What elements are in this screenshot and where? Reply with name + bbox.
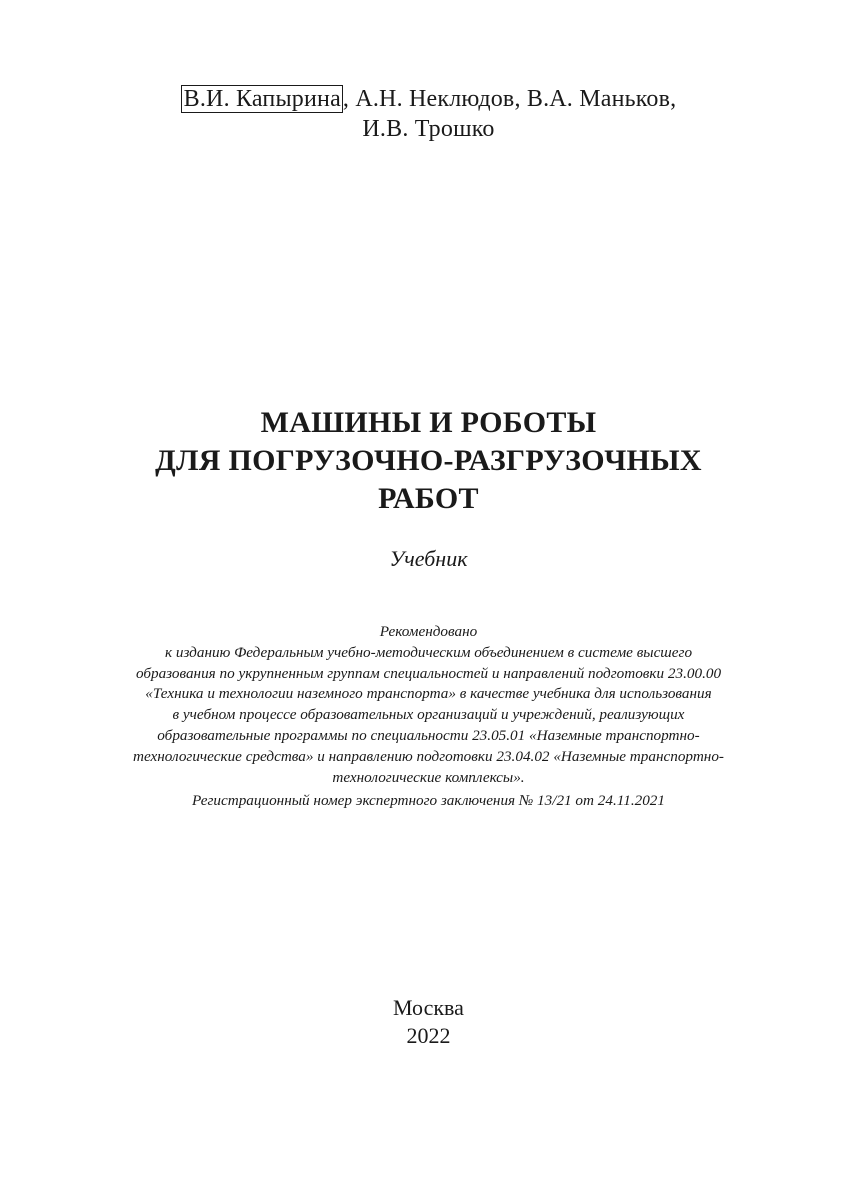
publication-city: Москва xyxy=(393,995,464,1020)
recommendation-line: технологические средства» и направлению подготовки 23.04.02 «Наземные транспортно- xyxy=(133,747,724,765)
recommendation-line: «Техника и технологии наземного транспорта» в качестве учебника для использования xyxy=(145,685,712,703)
co-authors: , А.Н. Неклюдов, В.А. Маньков, xyxy=(342,86,677,112)
title-line: ДЛЯ ПОГРУЗОЧНО-РАЗГРУЗОЧНЫХ xyxy=(155,444,702,477)
recommendation-line: образовательные программы по специальности 23.05.01 «Наземные транспортно- xyxy=(157,726,700,744)
highlighted-author: В.И. Капырина xyxy=(181,85,343,113)
recommendation-line: к изданию Федеральным учебно-методическим объединением в системе высшего xyxy=(164,643,693,661)
authors-line-1 xyxy=(0,84,857,114)
publication-year: 2022 xyxy=(406,1023,451,1048)
authors-block xyxy=(0,84,857,144)
book-type: Учебник xyxy=(389,546,468,571)
imprint-block xyxy=(0,994,857,1050)
recommendation-line: в учебном процессе образовательных организаций и учреждений, реализующих xyxy=(172,706,685,724)
recommendation-line: образования по укрупненным группам специальностей и направлений подготовки 23.00.00 xyxy=(135,664,722,682)
authors-line-2: И.В. Трошко xyxy=(362,116,495,142)
recommendation-block xyxy=(90,622,767,812)
book-title xyxy=(0,404,857,518)
title-line: МАШИНЫ И РОБОТЫ xyxy=(260,406,597,439)
recommendation-line: технологические комплексы». xyxy=(332,768,525,786)
title-line: РАБОТ xyxy=(378,482,479,515)
registration-number: Регистрационный номер экспертного заключения № 13/21 от 24.11.2021 xyxy=(192,792,665,810)
recommendation-heading: Рекомендовано xyxy=(379,623,478,640)
